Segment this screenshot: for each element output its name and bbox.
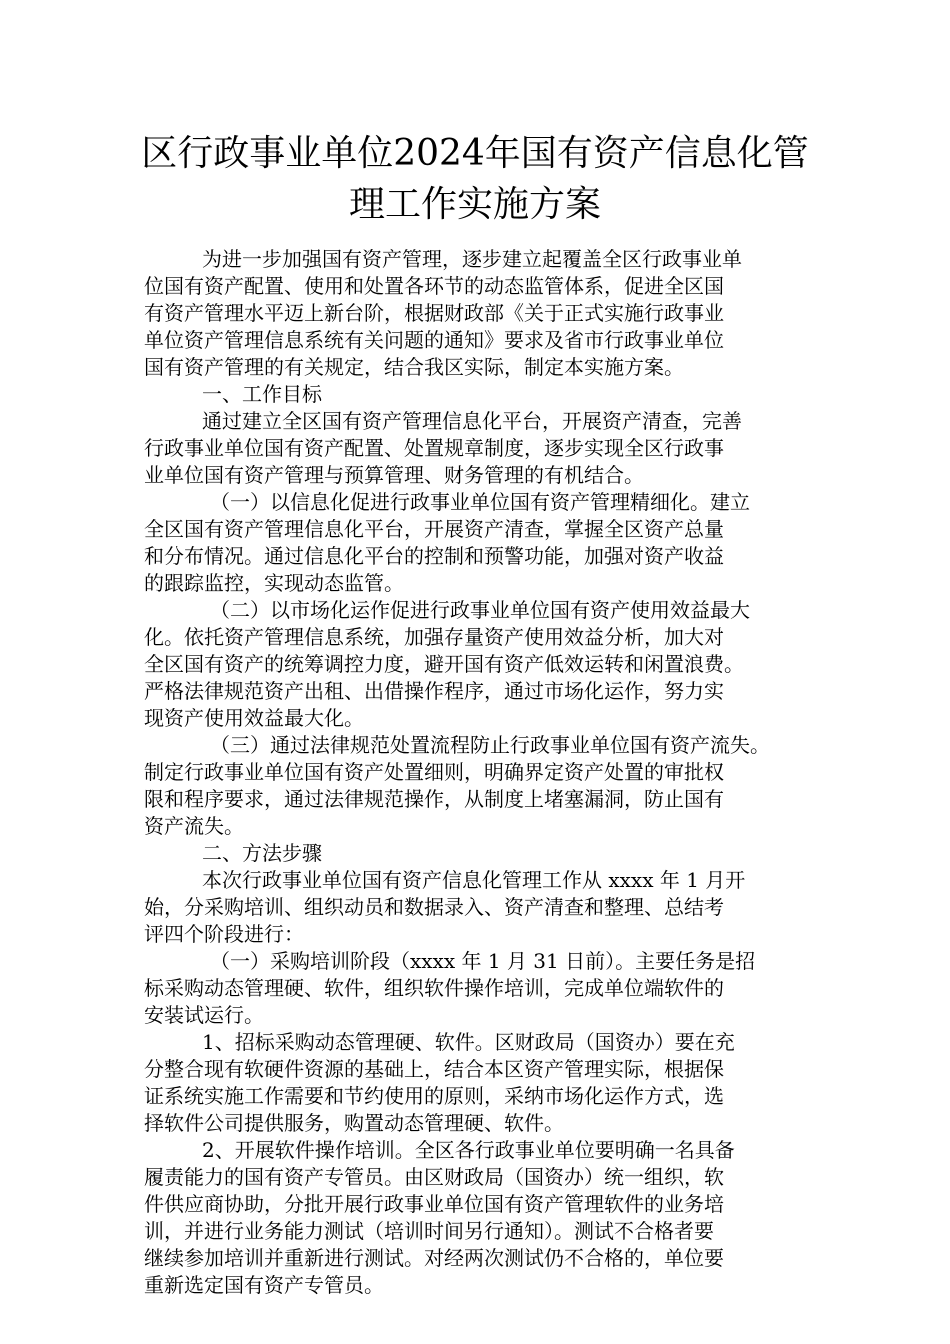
phase-1-item-2 [144,1137,814,1299]
title-line: 理工作实施方案 [348,184,601,225]
text-line: 行政事业单位国有资产配置、处置规章制度，逐步实现全区行政事 [144,436,724,460]
text-line: 标采购动态管理硬、软件，组织软件操作培训，完成单位端软件的 [144,976,724,1000]
text-line: 证系统实施工作需要和节约使用的原则，采纳市场化运作方式，选 [144,1084,724,1108]
text-line: 全区国有资产的统筹调控力度，避开国有资产低效运转和闲置浪费。 [144,652,744,676]
text-line: 重新选定国有资产专管员。 [144,1273,384,1297]
text-line: 分整合现有软硬件资源的基础上，结合本区资产管理实际，根据保 [144,1057,724,1081]
text-line: 件供应商协助，分批开展行政事业单位国有资产管理软件的业务培 [144,1192,724,1216]
text-line: 全区国有资产管理信息化平台，开展资产清查，掌握全区资产总量 [144,517,724,541]
phase-1-item-1 [144,1029,814,1137]
section-heading: 二、方法步骤 [202,841,322,865]
intro-paragraph [144,246,814,381]
text-line: 位国有资产配置、使用和处置各环节的动态监管体系，促进全区国 [144,274,724,298]
section-heading-steps [144,840,814,867]
text-line: 化。依托资产管理信息系统，加强存量资产使用效益分析，加大对 [144,625,724,649]
text-line: 训，并进行业务能力测试（培训时间另行通知）。测试不合格者要 [144,1219,714,1243]
text-line: 为进一步加强国有资产管理，逐步建立起覆盖全区行政事业单 [202,247,742,271]
document-body [144,246,814,1299]
text-line: 资产流失。 [144,814,244,838]
goal-item-2 [144,597,814,732]
text-line: 和分布情况。通过信息化平台的控制和预警功能，加强对资产收益 [144,544,724,568]
section-heading: 一、工作目标 [202,382,322,406]
goal-item-3 [144,732,814,840]
text-line: 本次行政事业单位国有资产信息化管理工作从 xxxx 年 1 月开 [202,868,746,892]
text-line: 履责能力的国有资产专管员。由区财政局（国资办）统一组织，软 [144,1165,724,1189]
text-line: 择软件公司提供服务，购置动态管理硬、软件。 [144,1111,564,1135]
text-line: 2、开展软件操作培训。全区各行政事业单位要明确一名具备 [202,1138,735,1162]
goal-item-1 [144,489,814,597]
text-line: 评四个阶段进行： [144,922,304,946]
title-line: 区行政事业单位2024年国有资产信息化管 [141,133,809,174]
text-line: 有资产管理水平迈上新台阶，根据财政部《关于正式实施行政事业 [144,301,724,325]
document-title [140,128,810,230]
text-line: 限和程序要求，通过法律规范操作，从制度上堵塞漏洞，防止国有 [144,787,724,811]
steps-paragraph [144,867,814,948]
text-line: 继续参加培训并重新进行测试。对经两次测试仍不合格的，单位要 [144,1246,724,1270]
text-line: 国有资产管理的有关规定，结合我区实际，制定本实施方案。 [144,355,684,379]
section-heading-goals [144,381,814,408]
text-line: （一）以信息化促进行政事业单位国有资产管理精细化。建立 [210,490,750,514]
goals-paragraph [144,408,814,489]
text-line: 制定行政事业单位国有资产处置细则，明确界定资产处置的审批权 [144,760,724,784]
text-line: （一）采购培训阶段（xxxx 年 1 月 31 日前）。主要任务是招 [210,949,756,973]
phase-1-paragraph [144,948,814,1029]
text-line: 的跟踪监控，实现动态监管。 [144,571,404,595]
text-line: （二）以市场化运作促进行政事业单位国有资产使用效益最大 [210,598,750,622]
text-line: 严格法律规范资产出租、出借操作程序，通过市场化运作，努力实 [144,679,724,703]
text-line: 业单位国有资产管理与预算管理、财务管理的有机结合。 [144,463,644,487]
text-line: （三）通过法律规范处置流程防止行政事业单位国有资产流失。 [210,733,770,757]
text-line: 始，分采购培训、组织动员和数据录入、资产清查和整理、总结考 [144,895,724,919]
text-line: 现资产使用效益最大化。 [144,706,364,730]
text-line: 通过建立全区国有资产管理信息化平台，开展资产清查，完善 [202,409,742,433]
text-line: 安装试运行。 [144,1003,264,1027]
text-line: 单位资产管理信息系统有关问题的通知》要求及省市行政事业单位 [144,328,724,352]
text-line: 1、招标采购动态管理硬、软件。区财政局（国资办）要在充 [202,1030,735,1054]
